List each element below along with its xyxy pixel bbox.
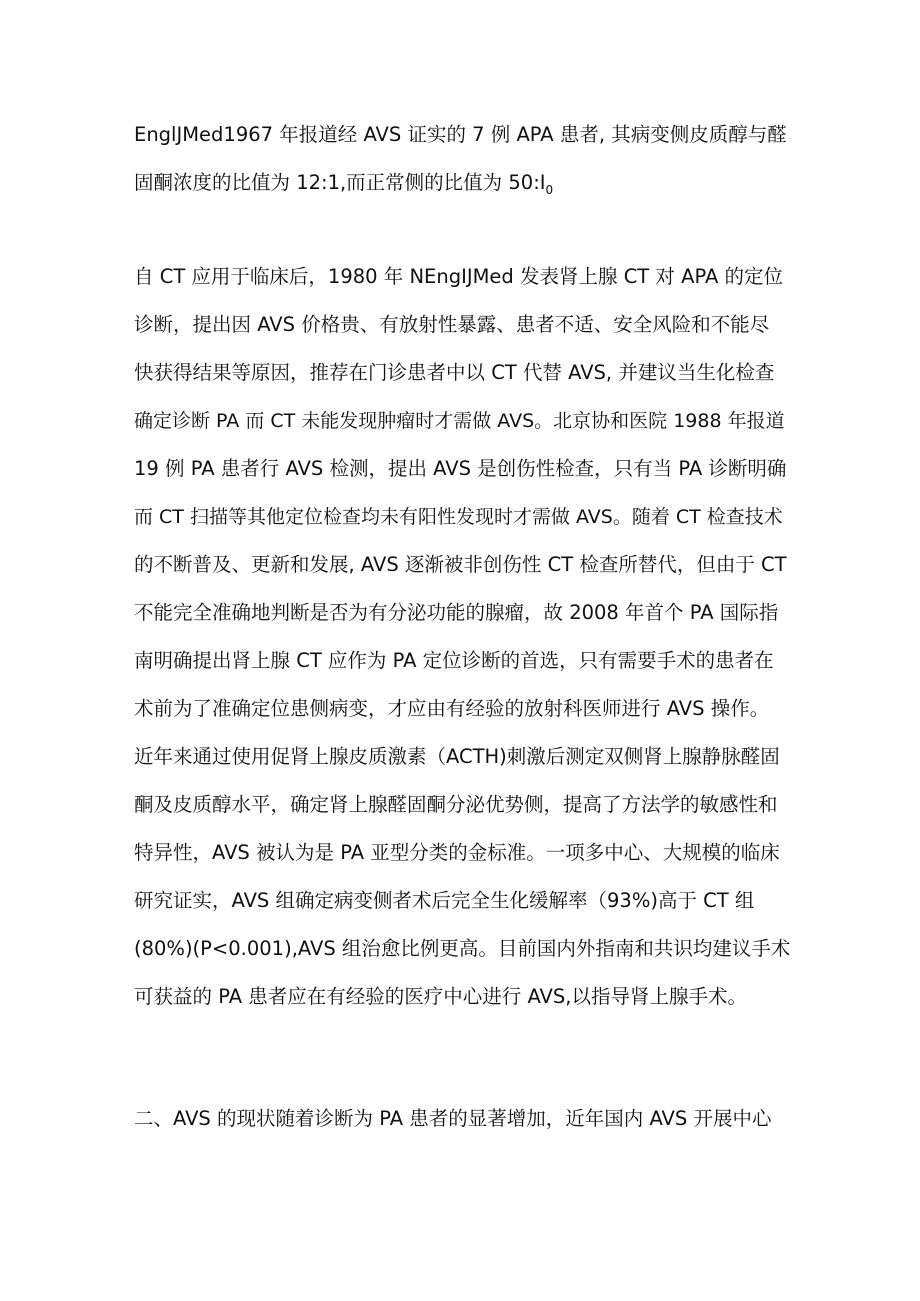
paragraph-2-line-2: 诊断，提出因 AVS 价格贵、有放射性暴露、患者不适、安全风险和不能尽 bbox=[134, 313, 770, 336]
paragraph-2-line-15: (80%)(P<0.001),AVS 组治愈比例更高。目前国内外指南和共识均建议手术 bbox=[134, 937, 791, 960]
paragraph-2-line-8: 不能完全准确地判断是否为有分泌功能的腺瘤，故 2008 年首个 PA 国际指 bbox=[134, 601, 779, 624]
paragraph-2-line-3: 快获得结果等原因，推荐在门诊患者中以 CT 代替 AVS, 并建议当生化检查 bbox=[134, 361, 775, 384]
paragraph-1-subscript: 0 bbox=[545, 183, 554, 197]
paragraph-2-line-11: 近年来通过使用促肾上腺皮质激素（ACTH)刺激后测定双侧肾上腺静脉醛固 bbox=[134, 745, 780, 768]
paragraph-2-line-6: 而 CT 扫描等其他定位检查均未有阳性发现时才需做 AVS。随着 CT 检查技术 bbox=[134, 506, 783, 528]
paragraph-2-line-10: 术前为了准确定位患侧病变，才应由有经验的放射科医师进行 AVS 操作。 bbox=[134, 697, 770, 720]
paragraph-2-line-16: 可获益的 PA 患者应在有经验的医疗中心进行 AVS,以指导肾上腺手术。 bbox=[134, 985, 747, 1008]
paragraph-2-line-14: 研究证实，AVS 组确定病变侧者术后完全生化缓解率（93%)高于 CT 组 bbox=[134, 889, 755, 912]
paragraph-2-line-9: 南明确提出肾上腺 CT 应作为 PA 定位诊断的首选，只有需要手术的患者在 bbox=[134, 649, 774, 672]
paragraph-1-line-1: EnglJMed1967 年报道经 AVS 证实的 7 例 APA 患者, 其病变侧皮质醇与醛 bbox=[134, 123, 787, 146]
paragraph-2-line-12: 酮及皮质醇水平，确定肾上腺醛固酮分泌优势侧，提高了方法学的敏感性和 bbox=[134, 793, 778, 816]
paragraph-2-line-4: 确定诊断 PA 而 CT 未能发现肿瘤时才需做 AVS。北京协和医院 1988 年报道 bbox=[134, 410, 785, 432]
paragraph-2-line-13: 特异性，AVS 被认为是 PA 亚型分类的金标准。一项多中心、大规模的临床 bbox=[134, 841, 780, 864]
section-heading-line: 二、AVS 的现状随着诊断为 PA 患者的显著增加，近年国内 AVS 开展中心 bbox=[134, 1107, 772, 1130]
paragraph-1-line-2-text: 固酮浓度的比值为 12:1,而正常侧的比值为 50:I bbox=[134, 171, 546, 194]
paragraph-2-line-7: 的不断普及、更新和发展, AVS 逐渐被非创伤性 CT 检查所替代，但由于 CT bbox=[134, 553, 787, 576]
paragraph-2-line-1: 自 CT 应用于临床后，1980 年 NEngIJMed 发表肾上腺 CT 对 APA 的定位 bbox=[134, 265, 784, 288]
paragraph-1-line-2 bbox=[134, 168, 794, 205]
paragraph-2-line-5: 19 例 PA 患者行 AVS 检测，提出 AVS 是创伤性检查，只有当 PA 诊断明确 bbox=[134, 457, 787, 480]
